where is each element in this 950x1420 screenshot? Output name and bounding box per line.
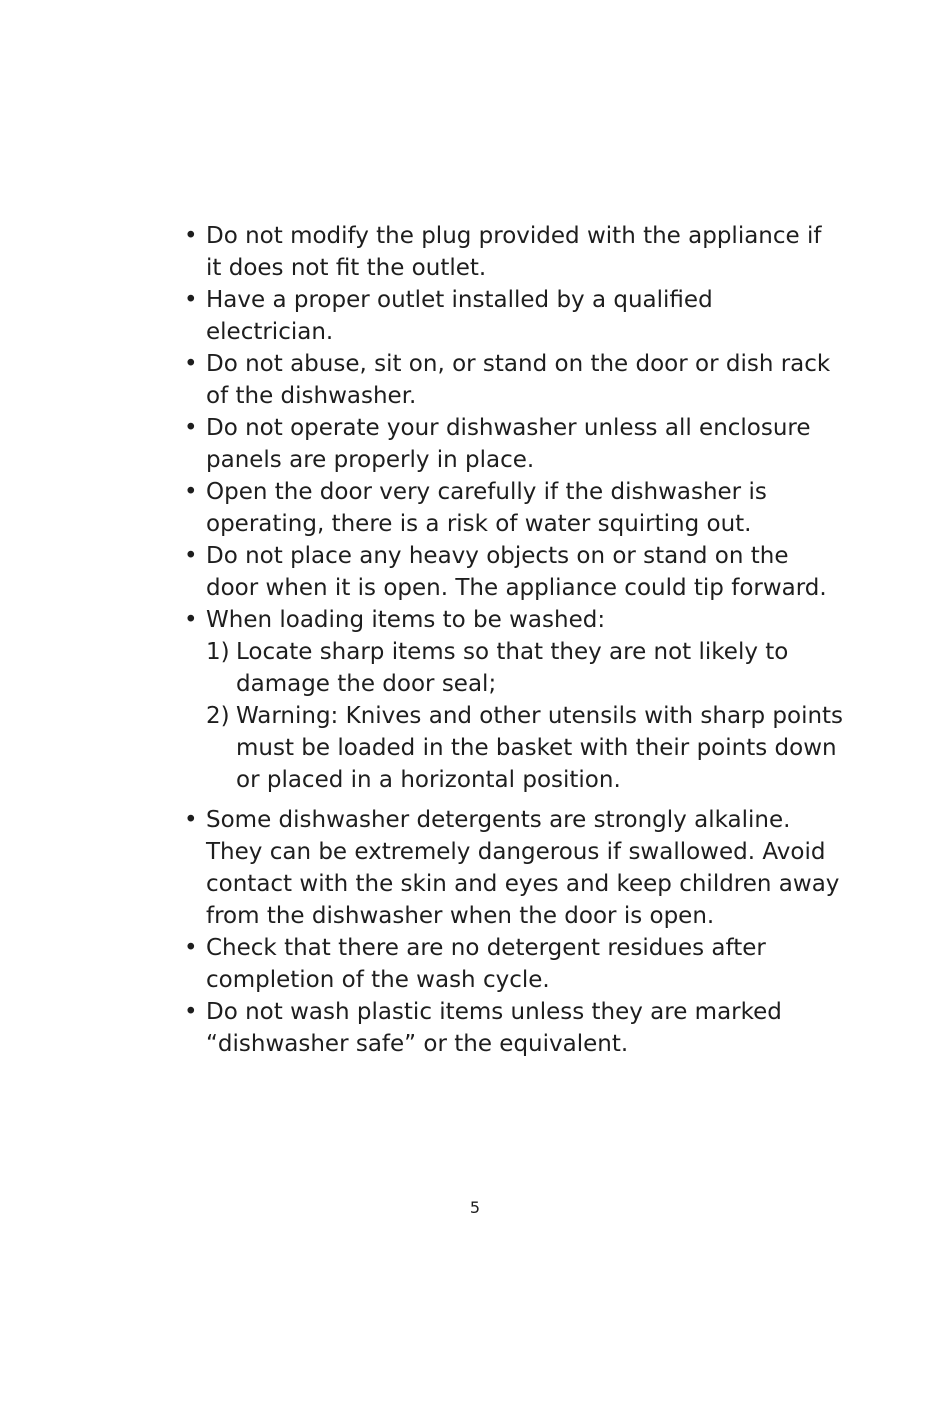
safety-instructions-list <box>184 220 844 1060</box>
list-item-text: Do not place any heavy objects on or stand on the door when it is open. The appliance could tip forward. <box>206 543 827 601</box>
list-item-text: When loading items to be washed: <box>206 607 606 633</box>
list-item-text: Do not abuse, sit on, or stand on the door or dish rack of the dishwasher. <box>206 351 831 409</box>
sublist-item-text: Warning: Knives and other utensils with sharp points must be loaded in the basket with their points down or placed in a horizontal position. <box>236 703 844 793</box>
sublist-item <box>206 700 844 796</box>
list-item <box>184 540 844 604</box>
list-item <box>184 604 844 804</box>
list-item-text: Do not wash plastic items unless they are marked “dishwasher safe” or the equivalent. <box>206 999 782 1057</box>
bullet-icon: • <box>184 415 198 441</box>
list-item <box>184 996 844 1060</box>
list-item <box>184 932 844 996</box>
list-item <box>184 476 844 540</box>
list-item-text: Check that there are no detergent residues after completion of the wash cycle. <box>206 935 766 993</box>
list-item <box>184 284 844 348</box>
list-item <box>184 804 844 932</box>
loading-sublist <box>206 636 844 796</box>
bullet-icon: • <box>184 999 198 1025</box>
list-item <box>184 348 844 412</box>
sublist-item <box>206 636 844 700</box>
list-item-text: Do not modify the plug provided with the appliance if it does not fit the outlet. <box>206 223 822 281</box>
bullet-icon: • <box>184 351 198 377</box>
sublist-item-number: 2) <box>206 703 230 729</box>
list-item-text: Have a proper outlet installed by a qualified electrician. <box>206 287 713 345</box>
list-item-text: Some dishwasher detergents are strongly alkaline. They can be extremely dangerous if swallowed. Avoid contact with the skin and eyes and keep children away from the dishwasher when the door is open. <box>206 807 840 929</box>
bullet-icon: • <box>184 479 198 505</box>
bullet-icon: • <box>184 607 198 633</box>
list-item <box>184 220 844 284</box>
bullet-icon: • <box>184 223 198 249</box>
list-item <box>184 412 844 476</box>
sublist-item-text: Locate sharp items so that they are not likely to damage the door seal; <box>236 639 789 697</box>
sublist-spacer <box>206 796 844 804</box>
bullet-icon: • <box>184 807 198 833</box>
bullet-icon: • <box>184 287 198 313</box>
bullet-icon: • <box>184 935 198 961</box>
bullet-icon: • <box>184 543 198 569</box>
list-item-text: Do not operate your dishwasher unless all enclosure panels are properly in place. <box>206 415 811 473</box>
sublist-item-number: 1) <box>206 639 230 665</box>
page-number: 5 <box>469 1198 481 1217</box>
list-item-text: Open the door very carefully if the dishwasher is operating, there is a risk of water squirting out. <box>206 479 767 537</box>
